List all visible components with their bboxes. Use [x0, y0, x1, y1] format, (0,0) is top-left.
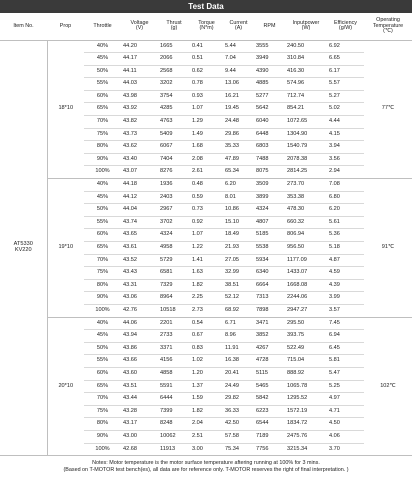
efficiency-cell: 4.15	[327, 128, 364, 141]
efficiency-cell: 3.94	[327, 141, 364, 154]
current-cell: 38.51	[223, 279, 254, 292]
throttle-cell: 65%	[84, 380, 121, 393]
input-power-cell: 2078.38	[285, 153, 327, 166]
input-power-cell: 660.32	[285, 216, 327, 229]
input-power-cell: 416.30	[285, 65, 327, 78]
torque-cell: 1.41	[190, 254, 223, 267]
voltage-cell: 44.12	[121, 191, 158, 204]
throttle-cell: 75%	[84, 267, 121, 280]
voltage-cell: 44.11	[121, 65, 158, 78]
rpm-cell: 5185	[254, 229, 285, 242]
thrust-cell: 2066	[158, 53, 190, 66]
torque-cell: 1.02	[190, 355, 223, 368]
throttle-cell: 100%	[84, 443, 121, 456]
throttle-cell: 55%	[84, 355, 121, 368]
thrust-cell: 8248	[158, 418, 190, 431]
torque-cell: 1.63	[190, 267, 223, 280]
throttle-cell: 40%	[84, 317, 121, 330]
voltage-cell: 44.04	[121, 204, 158, 217]
voltage-cell: 43.94	[121, 330, 158, 343]
throttle-cell: 80%	[84, 141, 121, 154]
item-no-cell: AT5330 KV220	[0, 40, 47, 456]
input-power-cell: 2947.27	[285, 304, 327, 317]
current-cell: 13.06	[223, 78, 254, 91]
input-power-cell: 854.21	[285, 103, 327, 116]
current-cell: 57.58	[223, 430, 254, 443]
input-power-cell: 1668.08	[285, 279, 327, 292]
throttle-cell: 45%	[84, 191, 121, 204]
current-cell: 8.01	[223, 191, 254, 204]
thrust-cell: 1665	[158, 40, 190, 53]
throttle-cell: 65%	[84, 103, 121, 116]
voltage-cell: 43.65	[121, 229, 158, 242]
table-body	[0, 40, 412, 456]
thrust-cell: 4156	[158, 355, 190, 368]
header-prop: Prop	[47, 13, 84, 40]
prop-cell: 19*10	[47, 179, 84, 318]
thrust-cell: 6067	[158, 141, 190, 154]
torque-cell: 0.59	[190, 191, 223, 204]
rpm-cell: 3852	[254, 330, 285, 343]
thrust-cell: 8276	[158, 166, 190, 179]
rpm-cell: 3555	[254, 40, 285, 53]
header-input-power: Inputpower (W)	[285, 13, 327, 40]
rpm-cell: 6040	[254, 116, 285, 129]
notes	[0, 460, 412, 474]
input-power-cell: 2475.76	[285, 430, 327, 443]
rpm-cell: 3471	[254, 317, 285, 330]
throttle-cell: 70%	[84, 393, 121, 406]
temperature-cell: 91℃	[364, 179, 412, 318]
current-cell: 24.48	[223, 116, 254, 129]
current-cell: 19.45	[223, 103, 254, 116]
input-power-cell: 240.50	[285, 40, 327, 53]
input-power-cell: 806.94	[285, 229, 327, 242]
input-power-cell: 574.96	[285, 78, 327, 91]
current-cell: 20.41	[223, 367, 254, 380]
current-cell: 32.99	[223, 267, 254, 280]
torque-cell: 1.07	[190, 229, 223, 242]
rpm-cell: 6803	[254, 141, 285, 154]
input-power-cell: 1177.09	[285, 254, 327, 267]
voltage-cell: 43.82	[121, 116, 158, 129]
input-power-cell: 2814.25	[285, 166, 327, 179]
voltage-cell: 43.98	[121, 90, 158, 103]
torque-cell: 2.61	[190, 166, 223, 179]
throttle-cell: 40%	[84, 40, 121, 53]
current-cell: 15.10	[223, 216, 254, 229]
torque-cell: 2.73	[190, 304, 223, 317]
torque-cell: 2.08	[190, 153, 223, 166]
efficiency-cell: 6.45	[327, 342, 364, 355]
current-cell: 29.82	[223, 393, 254, 406]
input-power-cell: 1572.19	[285, 405, 327, 418]
rpm-cell: 3949	[254, 53, 285, 66]
rpm-cell: 7313	[254, 292, 285, 305]
efficiency-cell: 5.02	[327, 103, 364, 116]
torque-cell: 1.37	[190, 380, 223, 393]
thrust-cell: 6581	[158, 267, 190, 280]
thrust-cell: 5729	[158, 254, 190, 267]
voltage-cell: 43.43	[121, 267, 158, 280]
current-cell: 65.34	[223, 166, 254, 179]
header-temperature: Operating Temperature (℃)	[364, 13, 412, 40]
current-cell: 75.34	[223, 443, 254, 456]
current-cell: 6.20	[223, 179, 254, 192]
current-cell: 5.44	[223, 40, 254, 53]
voltage-cell: 43.51	[121, 380, 158, 393]
efficiency-cell: 7.45	[327, 317, 364, 330]
throttle-cell: 50%	[84, 204, 121, 217]
efficiency-cell: 3.99	[327, 292, 364, 305]
input-power-cell: 1834.72	[285, 418, 327, 431]
throttle-cell: 80%	[84, 418, 121, 431]
voltage-cell: 43.86	[121, 342, 158, 355]
thrust-cell: 2733	[158, 330, 190, 343]
thrust-cell: 2967	[158, 204, 190, 217]
input-power-cell: 393.75	[285, 330, 327, 343]
current-cell: 35.33	[223, 141, 254, 154]
torque-cell: 0.83	[190, 342, 223, 355]
thrust-cell: 8964	[158, 292, 190, 305]
torque-cell: 1.20	[190, 367, 223, 380]
current-cell: 29.86	[223, 128, 254, 141]
voltage-cell: 44.03	[121, 78, 158, 91]
voltage-cell: 44.20	[121, 40, 158, 53]
voltage-cell: 43.74	[121, 216, 158, 229]
voltage-cell: 43.92	[121, 103, 158, 116]
current-cell: 42.50	[223, 418, 254, 431]
voltage-cell: 43.60	[121, 367, 158, 380]
torque-cell: 1.07	[190, 103, 223, 116]
current-cell: 47.89	[223, 153, 254, 166]
thrust-cell: 3702	[158, 216, 190, 229]
current-cell: 16.21	[223, 90, 254, 103]
thrust-cell: 1936	[158, 179, 190, 192]
rpm-cell: 4390	[254, 65, 285, 78]
throttle-cell: 50%	[84, 65, 121, 78]
efficiency-cell: 6.65	[327, 53, 364, 66]
efficiency-cell: 4.06	[327, 430, 364, 443]
efficiency-cell: 3.70	[327, 443, 364, 456]
header-torque: Torque (N*m)	[190, 13, 223, 40]
thrust-cell: 4858	[158, 367, 190, 380]
current-cell: 68.92	[223, 304, 254, 317]
input-power-cell: 1065.78	[285, 380, 327, 393]
rpm-cell: 4267	[254, 342, 285, 355]
input-power-cell: 712.74	[285, 90, 327, 103]
rpm-cell: 4885	[254, 78, 285, 91]
current-cell: 52.12	[223, 292, 254, 305]
rpm-cell: 6340	[254, 267, 285, 280]
rpm-cell: 6448	[254, 128, 285, 141]
thrust-cell: 5409	[158, 128, 190, 141]
throttle-cell: 40%	[84, 179, 121, 192]
input-power-cell: 1072.65	[285, 116, 327, 129]
current-cell: 11.91	[223, 342, 254, 355]
efficiency-cell: 4.50	[327, 418, 364, 431]
throttle-cell: 45%	[84, 330, 121, 343]
voltage-cell: 44.06	[121, 317, 158, 330]
torque-cell: 0.67	[190, 330, 223, 343]
voltage-cell: 43.44	[121, 393, 158, 406]
rpm-cell: 6223	[254, 405, 285, 418]
table-row	[0, 179, 412, 192]
thrust-cell: 7329	[158, 279, 190, 292]
voltage-cell: 43.07	[121, 166, 158, 179]
voltage-cell: 43.61	[121, 242, 158, 255]
throttle-cell: 75%	[84, 405, 121, 418]
header-rpm: RPM	[254, 13, 285, 40]
efficiency-cell: 4.97	[327, 393, 364, 406]
current-cell: 9.44	[223, 65, 254, 78]
voltage-cell: 44.17	[121, 53, 158, 66]
efficiency-cell: 5.27	[327, 90, 364, 103]
throttle-cell: 50%	[84, 342, 121, 355]
rpm-cell: 5842	[254, 393, 285, 406]
thrust-cell: 4763	[158, 116, 190, 129]
efficiency-cell: 6.17	[327, 65, 364, 78]
efficiency-cell: 5.25	[327, 380, 364, 393]
torque-cell: 0.78	[190, 78, 223, 91]
header-item-no: Item No.	[0, 13, 47, 40]
rpm-cell: 4728	[254, 355, 285, 368]
voltage-cell: 43.00	[121, 430, 158, 443]
current-cell: 16.38	[223, 355, 254, 368]
efficiency-cell: 6.92	[327, 40, 364, 53]
torque-cell: 0.92	[190, 216, 223, 229]
throttle-cell: 90%	[84, 430, 121, 443]
temperature-cell: 102℃	[364, 317, 412, 456]
efficiency-cell: 3.57	[327, 304, 364, 317]
efficiency-cell: 5.18	[327, 242, 364, 255]
thrust-cell: 3754	[158, 90, 190, 103]
voltage-cell: 42.76	[121, 304, 158, 317]
input-power-cell: 715.04	[285, 355, 327, 368]
torque-cell: 0.73	[190, 204, 223, 217]
current-cell: 24.49	[223, 380, 254, 393]
input-power-cell: 522.49	[285, 342, 327, 355]
current-cell: 18.49	[223, 229, 254, 242]
voltage-cell: 43.62	[121, 141, 158, 154]
note-line-2: (Based on T-MOTOR test bench(es), all data are for reference only. T-MOTOR reserves the right of final interpretation. )	[63, 467, 349, 473]
current-cell: 36.33	[223, 405, 254, 418]
header-thrust: Thrust (g)	[158, 13, 190, 40]
rpm-cell: 7756	[254, 443, 285, 456]
header-throttle: Throttle	[84, 13, 121, 40]
torque-cell: 1.82	[190, 405, 223, 418]
efficiency-cell: 7.08	[327, 179, 364, 192]
rpm-cell: 4807	[254, 216, 285, 229]
efficiency-cell: 6.80	[327, 191, 364, 204]
rpm-cell: 3899	[254, 191, 285, 204]
voltage-cell: 43.40	[121, 153, 158, 166]
voltage-cell: 43.31	[121, 279, 158, 292]
torque-cell: 1.68	[190, 141, 223, 154]
rpm-cell: 7189	[254, 430, 285, 443]
throttle-cell: 65%	[84, 242, 121, 255]
throttle-cell: 70%	[84, 116, 121, 129]
input-power-cell: 1295.52	[285, 393, 327, 406]
rpm-cell: 5465	[254, 380, 285, 393]
torque-cell: 0.51	[190, 53, 223, 66]
current-cell: 6.71	[223, 317, 254, 330]
table-row	[0, 317, 412, 330]
efficiency-cell: 5.47	[327, 367, 364, 380]
rpm-cell: 8075	[254, 166, 285, 179]
thrust-cell: 4285	[158, 103, 190, 116]
rpm-cell: 5115	[254, 367, 285, 380]
thrust-cell: 3202	[158, 78, 190, 91]
torque-cell: 2.51	[190, 430, 223, 443]
throttle-cell: 60%	[84, 229, 121, 242]
note-line-1: Notes: Motor temperature is the motor surface temperature aftering running at 100% for 3 mins.	[92, 460, 320, 466]
voltage-cell: 42.68	[121, 443, 158, 456]
torque-cell: 0.62	[190, 65, 223, 78]
throttle-cell: 90%	[84, 153, 121, 166]
efficiency-cell: 4.71	[327, 405, 364, 418]
torque-cell: 1.22	[190, 242, 223, 255]
prop-cell: 20*10	[47, 317, 84, 456]
rpm-cell: 4324	[254, 204, 285, 217]
torque-cell: 1.59	[190, 393, 223, 406]
voltage-cell: 43.06	[121, 292, 158, 305]
voltage-cell: 43.66	[121, 355, 158, 368]
throttle-cell: 100%	[84, 166, 121, 179]
throttle-cell: 80%	[84, 279, 121, 292]
thrust-cell: 5591	[158, 380, 190, 393]
rpm-cell: 3509	[254, 179, 285, 192]
efficiency-cell: 4.59	[327, 267, 364, 280]
voltage-cell: 43.17	[121, 418, 158, 431]
efficiency-cell: 6.20	[327, 204, 364, 217]
throttle-cell: 55%	[84, 78, 121, 91]
efficiency-cell: 5.61	[327, 216, 364, 229]
input-power-cell: 353.38	[285, 191, 327, 204]
prop-cell: 18*10	[47, 40, 84, 179]
current-cell: 8.96	[223, 330, 254, 343]
efficiency-cell: 6.94	[327, 330, 364, 343]
rpm-cell: 5277	[254, 90, 285, 103]
rpm-cell: 7898	[254, 304, 285, 317]
thrust-cell: 2201	[158, 317, 190, 330]
current-cell: 27.05	[223, 254, 254, 267]
torque-cell: 3.00	[190, 443, 223, 456]
input-power-cell: 1304.90	[285, 128, 327, 141]
header-current: Current (A)	[223, 13, 254, 40]
thrust-cell: 3371	[158, 342, 190, 355]
rpm-cell: 5538	[254, 242, 285, 255]
efficiency-cell: 4.39	[327, 279, 364, 292]
rpm-cell: 5934	[254, 254, 285, 267]
input-power-cell: 888.92	[285, 367, 327, 380]
efficiency-cell: 2.94	[327, 166, 364, 179]
input-power-cell: 3215.34	[285, 443, 327, 456]
thrust-cell: 2568	[158, 65, 190, 78]
voltage-cell: 43.52	[121, 254, 158, 267]
efficiency-cell: 4.44	[327, 116, 364, 129]
input-power-cell: 1540.79	[285, 141, 327, 154]
efficiency-cell: 4.87	[327, 254, 364, 267]
input-power-cell: 273.70	[285, 179, 327, 192]
efficiency-cell: 5.36	[327, 229, 364, 242]
header-row	[0, 13, 412, 40]
test-data-table	[0, 13, 412, 456]
throttle-cell: 45%	[84, 53, 121, 66]
rpm-cell: 5642	[254, 103, 285, 116]
torque-cell: 1.82	[190, 279, 223, 292]
throttle-cell: 60%	[84, 367, 121, 380]
thrust-cell: 10518	[158, 304, 190, 317]
voltage-cell: 43.73	[121, 128, 158, 141]
current-cell: 21.93	[223, 242, 254, 255]
header-voltage: Voltage (V)	[121, 13, 158, 40]
voltage-cell: 43.28	[121, 405, 158, 418]
thrust-cell: 2403	[158, 191, 190, 204]
current-cell: 10.86	[223, 204, 254, 217]
rpm-cell: 7488	[254, 153, 285, 166]
rpm-cell: 6664	[254, 279, 285, 292]
torque-cell: 1.49	[190, 128, 223, 141]
table-title: Test Data	[0, 0, 412, 13]
input-power-cell: 310.84	[285, 53, 327, 66]
throttle-cell: 75%	[84, 128, 121, 141]
input-power-cell: 478.30	[285, 204, 327, 217]
table-row	[0, 40, 412, 53]
header-efficiency: Efficiency (g/W)	[327, 13, 364, 40]
current-cell: 7.04	[223, 53, 254, 66]
thrust-cell: 6444	[158, 393, 190, 406]
thrust-cell: 10062	[158, 430, 190, 443]
thrust-cell: 4958	[158, 242, 190, 255]
input-power-cell: 1433.07	[285, 267, 327, 280]
thrust-cell: 7404	[158, 153, 190, 166]
torque-cell: 0.48	[190, 179, 223, 192]
input-power-cell: 956.50	[285, 242, 327, 255]
efficiency-cell: 5.81	[327, 355, 364, 368]
torque-cell: 0.41	[190, 40, 223, 53]
input-power-cell: 2244.06	[285, 292, 327, 305]
thrust-cell: 11913	[158, 443, 190, 456]
torque-cell: 1.29	[190, 116, 223, 129]
torque-cell: 0.93	[190, 90, 223, 103]
rpm-cell: 6544	[254, 418, 285, 431]
thrust-cell: 4324	[158, 229, 190, 242]
efficiency-cell: 3.56	[327, 153, 364, 166]
torque-cell: 0.54	[190, 317, 223, 330]
throttle-cell: 70%	[84, 254, 121, 267]
torque-cell: 2.04	[190, 418, 223, 431]
input-power-cell: 295.50	[285, 317, 327, 330]
throttle-cell: 55%	[84, 216, 121, 229]
torque-cell: 2.25	[190, 292, 223, 305]
efficiency-cell: 5.57	[327, 78, 364, 91]
voltage-cell: 44.18	[121, 179, 158, 192]
throttle-cell: 100%	[84, 304, 121, 317]
throttle-cell: 60%	[84, 90, 121, 103]
throttle-cell: 90%	[84, 292, 121, 305]
temperature-cell: 77℃	[364, 40, 412, 179]
thrust-cell: 7399	[158, 405, 190, 418]
